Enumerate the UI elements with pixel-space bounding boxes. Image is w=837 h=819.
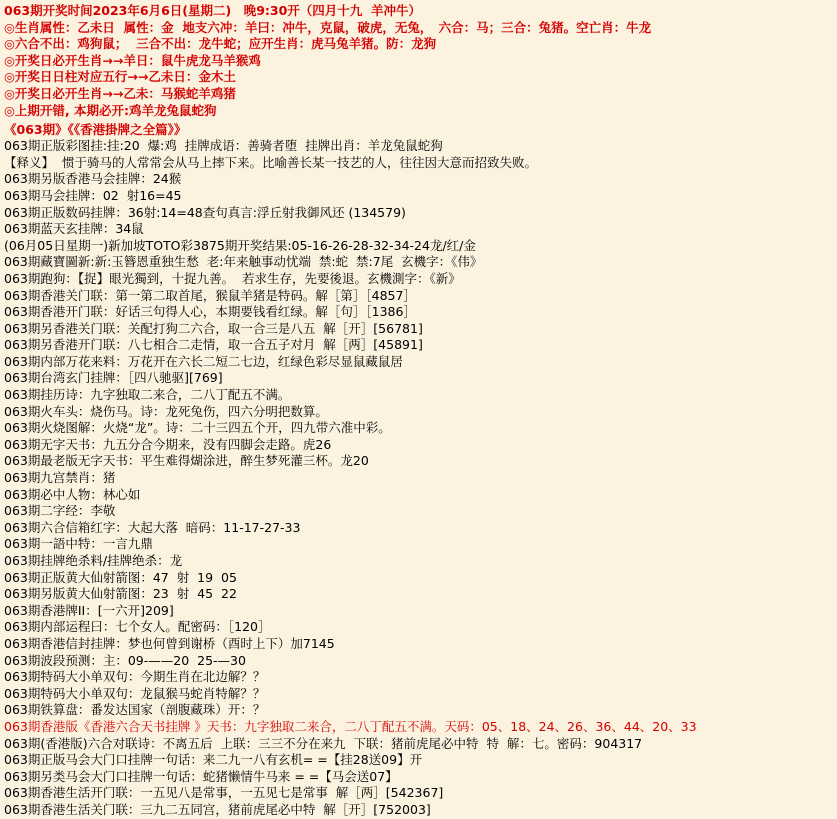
entry-label: 063期火烧图解：	[4, 420, 103, 436]
header-line-4: ◎开奖日必开生肖→→羊日：鼠牛虎龙马羊猴鸡	[4, 52, 261, 68]
book-title: 《063期》《《香港掛牌之全篇》》	[4, 122, 187, 138]
list-item	[4, 453, 833, 470]
entry-label: 063期九宫禁肖：	[4, 470, 103, 486]
entry-value: 九五分合今期来，没有四脚会走路。虎26	[102, 436, 332, 452]
entry-value: 九字独取二来合，二八丁配五不满。天码：05、18、24、26、36、44、20、33	[244, 718, 697, 734]
list-item	[4, 702, 833, 719]
list-item	[4, 304, 833, 321]
entry-label: 063期二字经：	[4, 503, 91, 519]
entry-label: 063期正版马会大门口挂牌一句话：	[4, 752, 203, 768]
entry-value: ［四八驰驱][769]	[127, 370, 223, 386]
entry-value: 23 射 45 22	[152, 586, 237, 602]
list-item	[4, 553, 833, 570]
entry-value: 一言九鼎	[102, 536, 153, 552]
entry-value: 不离五后 上联：三三不分在来九 下联：猪前虎尾必中特 特 解：七。密码：904317	[162, 735, 643, 751]
entry-value: 【捉】眼光獨到，十捉九善。 若求生存，先要後退。玄機測字：《新》	[77, 270, 461, 286]
entry-label: 063期铁算盘：	[4, 702, 91, 718]
list-item	[4, 437, 833, 454]
entry-label: 063期马会挂牌：	[4, 187, 103, 203]
entry-label: 063期香港信封挂牌：	[4, 635, 128, 651]
entry-value: 34鼠	[115, 221, 144, 237]
entry-value: 林心如	[102, 486, 141, 502]
entry-value: 猪	[102, 470, 116, 486]
list-item	[4, 487, 833, 504]
entry-label: (06月05日星期一)新加坡TOTO彩3875期开奖结果:	[4, 237, 292, 253]
list-item	[4, 520, 833, 537]
entry-value: 李敬	[90, 503, 116, 519]
entry-value: 关配打狗二六合，取一合三是八五 解［开］[56781]	[127, 320, 423, 336]
entry-label: 063期香港开门联：	[4, 304, 116, 320]
entry-label: 063期特码大小单双句：	[4, 669, 141, 685]
list-item	[4, 370, 833, 387]
entry-label: 063期挂牌绝杀料/挂牌绝杀：	[4, 553, 170, 568]
entry-label: 063期蓝天玄挂牌：	[4, 221, 116, 237]
entry-value: 玉簪恩重独生愁 老:年来触事动忧端 禁:蛇 禁:7尾 玄機字：《伟》	[111, 254, 483, 270]
entry-label: 【释义】	[4, 154, 55, 170]
entry-label: 063期(香港版)六合对联诗：	[4, 735, 163, 751]
list-item	[4, 271, 833, 288]
entry-value: 36射:14=48查句真言:浮丘射我御风还 (134579)	[127, 204, 406, 220]
list-item	[4, 669, 833, 686]
header-line-2: ◎生肖属性：乙未日 属性：金 地支六冲：羊曰：冲牛，克鼠，破虎，无兔， 六合：马；三合：兔猪。空亡肖：牛龙	[4, 19, 652, 35]
list-item	[4, 321, 833, 338]
entry-label: 063期香港关门联：	[4, 287, 116, 303]
entry-value: 一五见八是常事，一五见七是常事 解［两］[542367]	[140, 785, 444, 801]
entry-label: 063期香港牌II：	[4, 602, 98, 618]
entry-value: 大起大落 暗码：11-17-27-33	[127, 519, 301, 535]
entry-value: 惯于骑马的人常常会从马上摔下来。比喻善长某一技艺的人，往往因大意而招致失败。	[54, 154, 537, 170]
entry-value: 龙	[169, 553, 183, 568]
entry-value: 好话三句得人心，本期要钱看红绿。解［句］［1386］	[115, 304, 416, 320]
list-item	[4, 470, 833, 487]
list-item	[4, 387, 833, 404]
entry-value: 火烧“龙”。诗：二十三四五个开，四九带六准中彩。	[102, 420, 391, 436]
entry-label: 063期正版彩图挂:挂:	[4, 138, 124, 154]
header-line-5: ◎开奖日日柱对应五行→→乙未日：金木土	[4, 69, 236, 85]
list-item	[4, 536, 833, 553]
entry-label: 063期另类马会大门口挂牌一句话：	[4, 768, 203, 784]
entry-value: [一六开]209]	[97, 602, 174, 618]
entry-label: 063期六合信箱红字：	[4, 519, 128, 535]
list-item	[4, 603, 833, 620]
entry-label: 063期无字天书：	[4, 436, 103, 452]
entry-label: 063期香港版《香港六合天书挂牌 》天书：	[4, 718, 245, 734]
entry-value: 02 射16=45	[102, 187, 182, 203]
entry-label: 063期正版黄大仙射箭图：	[4, 569, 153, 585]
list-item	[4, 288, 833, 305]
entry-label: 063期另香港关门联：	[4, 320, 128, 336]
list-item	[4, 570, 833, 587]
entry-value: 今期生肖在北边解？？	[140, 669, 266, 685]
list-item	[4, 138, 833, 155]
list-item-highlight	[4, 719, 833, 736]
entry-label: 063期特码大小单双句：	[4, 685, 141, 701]
entry-value: 平生难得煳涂进，醉生梦死灌三杯。龙20	[140, 453, 369, 469]
entry-value: 万花开在六长二短二七边，红绿色彩尽显鼠藏鼠居	[127, 353, 403, 369]
header-line-6: ◎开奖日必开生肖→→乙未：马猴蛇羊鸡猪	[4, 85, 236, 101]
entry-value: 龙鼠猴马蛇肖特解？？	[140, 685, 266, 701]
entry-value: 47 射 19 05	[152, 569, 237, 585]
entry-value: 05-16-26-28-32-34-24龙/红/金	[291, 237, 476, 253]
entry-value: 24猴	[152, 171, 182, 187]
list-item	[4, 752, 833, 769]
entry-value: 第一第二取首尾，猴鼠羊猪是特码。解［第］［4857］	[115, 287, 416, 303]
entry-label: 063期另香港开门联：	[4, 337, 128, 353]
entry-value: 七个女人。配密码：［120］	[115, 619, 271, 635]
list-item	[4, 736, 833, 753]
list-item	[4, 221, 833, 238]
list-item	[4, 653, 833, 670]
list-item	[4, 171, 833, 188]
list-item	[4, 769, 833, 786]
entry-value: 主：09-——20 25-—30	[102, 652, 246, 668]
entry-value: 20 爆:鸡 挂牌成语：善骑者堕 挂牌出肖：羊龙兔鼠蛇狗	[123, 138, 443, 154]
list-item	[4, 254, 833, 271]
list-item	[4, 337, 833, 354]
entry-value: 蛇猪懒情牛马来 = =【马会送07】	[202, 768, 398, 784]
entry-label: 063期香港生活关门联：	[4, 801, 141, 817]
entry-label: 063期内部运程曰：	[4, 619, 116, 635]
entry-label: 063期另版香港马会挂牌：	[4, 171, 153, 187]
entry-label: 063期最老版无字天书：	[4, 453, 141, 469]
list-item	[4, 586, 833, 603]
entry-label: 063期必中人物：	[4, 486, 103, 502]
entry-label: 063期一語中特：	[4, 536, 103, 552]
entry-value: 三九二五同宫，猪前虎尾必中特 解［开］[752003]	[140, 801, 431, 817]
entry-label: 063期波段预测：	[4, 652, 103, 668]
list-item	[4, 238, 833, 255]
list-item	[4, 785, 833, 802]
list-item	[4, 155, 833, 172]
entry-label: 063期正版数码挂牌：	[4, 204, 128, 220]
header-line-3: ◎六合不出：鸡狗鼠； 三合不出：龙牛蛇；应开生肖：虎马兔羊猪。防：龙狗	[4, 36, 437, 52]
entry-value: 八七相合二走情，取一合五子对月 解［两］[45891]	[127, 337, 423, 353]
entry-label: 063期台湾玄门挂牌：	[4, 370, 128, 386]
entry-label: 063期香港生活开门联：	[4, 785, 141, 801]
entry-value: 烧伤马。诗：龙死兔伤，四六分明把数算。	[90, 403, 328, 419]
list-item	[4, 188, 833, 205]
list-item	[4, 619, 833, 636]
list-item	[4, 802, 833, 819]
entry-label: 063期跑狗：	[4, 270, 78, 286]
entry-label: 063期火车头：	[4, 403, 91, 419]
list-item	[4, 503, 833, 520]
entry-list	[4, 138, 833, 818]
header-line-7: ◎上期开错, 本期必开:鸡羊龙兔鼠蛇狗	[4, 102, 217, 118]
entry-label: 063期内部万花来料：	[4, 353, 128, 369]
list-item	[4, 636, 833, 653]
entry-value: 梦也何曾到谢桥（酉时上下）加7145	[127, 635, 335, 651]
entry-label: 063期挂历诗：	[4, 387, 91, 403]
list-item	[4, 420, 833, 437]
entry-label: 063期藏寶圖新:新:	[4, 254, 112, 270]
entry-value: 来二九一八有玄机= =【挂28送09】开	[202, 752, 423, 768]
list-item	[4, 354, 833, 371]
entry-value: 九字独取二来合，二八丁配五不满。	[90, 387, 291, 403]
list-item	[4, 686, 833, 703]
entry-value: 番发达国家（剖腹藏珠）开：？	[90, 702, 266, 718]
list-item	[4, 404, 833, 421]
entry-label: 063期另版黄大仙射箭图：	[4, 586, 153, 602]
header-line-1: 063期开奖时间2023年6月6日(星期二) 晚9:30开（四月十九 羊冲牛）	[4, 3, 421, 18]
list-item	[4, 205, 833, 222]
